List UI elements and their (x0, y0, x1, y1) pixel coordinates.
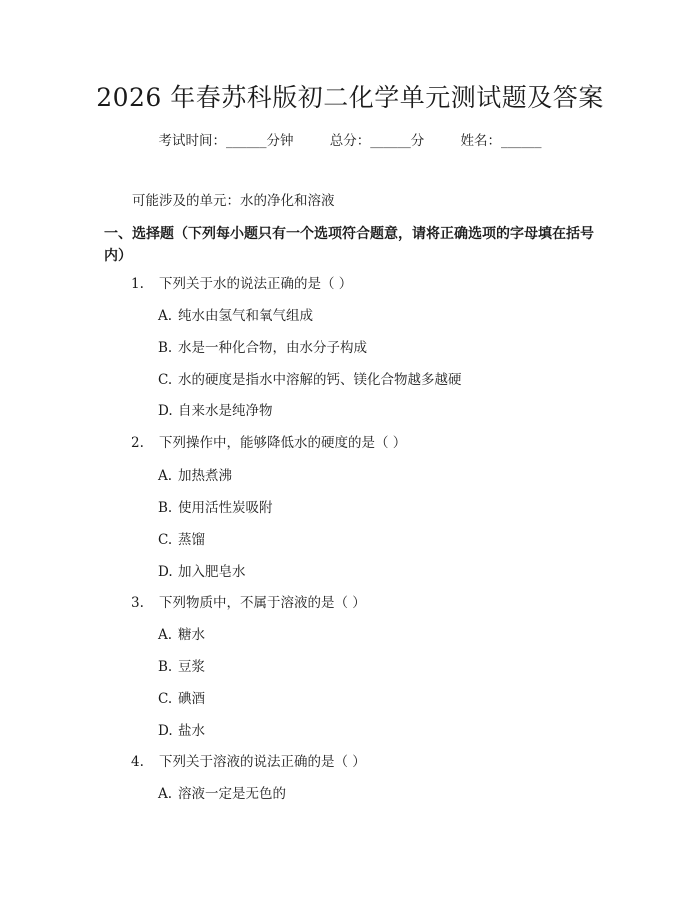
question-2-option-c (158, 530, 205, 550)
question-text: 下列关于溶液的说法正确的是（ ） (159, 754, 366, 770)
question-number: 2. (131, 435, 144, 451)
option-text: 自来水是纯净物 (178, 403, 273, 419)
option-letter: D. (158, 403, 173, 419)
option-letter: D. (158, 564, 173, 580)
question-2 (131, 433, 406, 453)
question-number: 3. (131, 595, 144, 611)
question-4-option-a (158, 784, 286, 804)
option-text: 碘酒 (178, 691, 205, 707)
option-text: 水的硬度是指水中溶解的钙、镁化合物越多越硬 (178, 372, 462, 388)
question-3-option-d (158, 721, 205, 741)
question-3 (131, 593, 366, 613)
option-letter: B. (158, 500, 173, 516)
question-4 (131, 752, 366, 772)
exam-time-field: 考试时间：______分钟 (158, 133, 294, 149)
question-text: 下列操作中，能够降低水的硬度的是（ ） (159, 435, 407, 451)
question-1-option-b (158, 338, 367, 358)
question-1-option-a (158, 306, 313, 326)
question-1-option-d (158, 401, 273, 421)
option-letter: D. (158, 723, 173, 739)
question-text: 下列关于水的说法正确的是（ ） (159, 276, 353, 292)
option-text: 豆浆 (178, 659, 205, 675)
option-letter: A. (158, 308, 173, 324)
page-title: 2026 年春苏科版初二化学单元测试题及答案 (96, 83, 604, 112)
option-text: 蒸馏 (178, 532, 205, 548)
option-letter: A. (158, 627, 173, 643)
option-text: 纯水由氢气和氧气组成 (178, 308, 313, 324)
option-text: 加热煮沸 (178, 468, 232, 484)
question-number: 4. (131, 754, 144, 770)
question-1 (131, 274, 352, 294)
section-header: 一、选择题（下列每小题只有一个选项符合题意，请将正确选项的字母填在括号内） (104, 226, 594, 264)
question-3-option-b (158, 657, 205, 677)
question-text: 下列物质中，不属于溶液的是（ ） (159, 595, 366, 611)
option-letter: B. (158, 340, 173, 356)
exam-name-field: 姓名：______ (460, 133, 542, 149)
option-text: 糖水 (178, 627, 205, 643)
option-text: 盐水 (178, 723, 205, 739)
option-letter: C. (158, 532, 173, 548)
question-3-option-a (158, 625, 205, 645)
question-2-option-a (158, 466, 232, 486)
question-2-option-b (158, 498, 273, 518)
exam-info-line (0, 131, 700, 151)
option-letter: B. (158, 659, 173, 675)
unit-description: 可能涉及的单元：水的净化和溶液 (132, 193, 335, 209)
question-3-option-c (158, 689, 205, 709)
exam-score-field: 总分：______分 (329, 133, 425, 149)
question-1-option-c (158, 370, 462, 390)
option-text: 溶液一定是无色的 (178, 786, 286, 802)
option-letter: A. (158, 468, 173, 484)
question-number: 1. (131, 276, 144, 292)
option-letter: C. (158, 372, 173, 388)
option-text: 加入肥皂水 (178, 564, 246, 580)
option-text: 水是一种化合物，由水分子构成 (178, 340, 367, 356)
option-letter: A. (158, 786, 173, 802)
option-text: 使用活性炭吸附 (178, 500, 273, 516)
option-letter: C. (158, 691, 173, 707)
question-2-option-d (158, 562, 246, 582)
